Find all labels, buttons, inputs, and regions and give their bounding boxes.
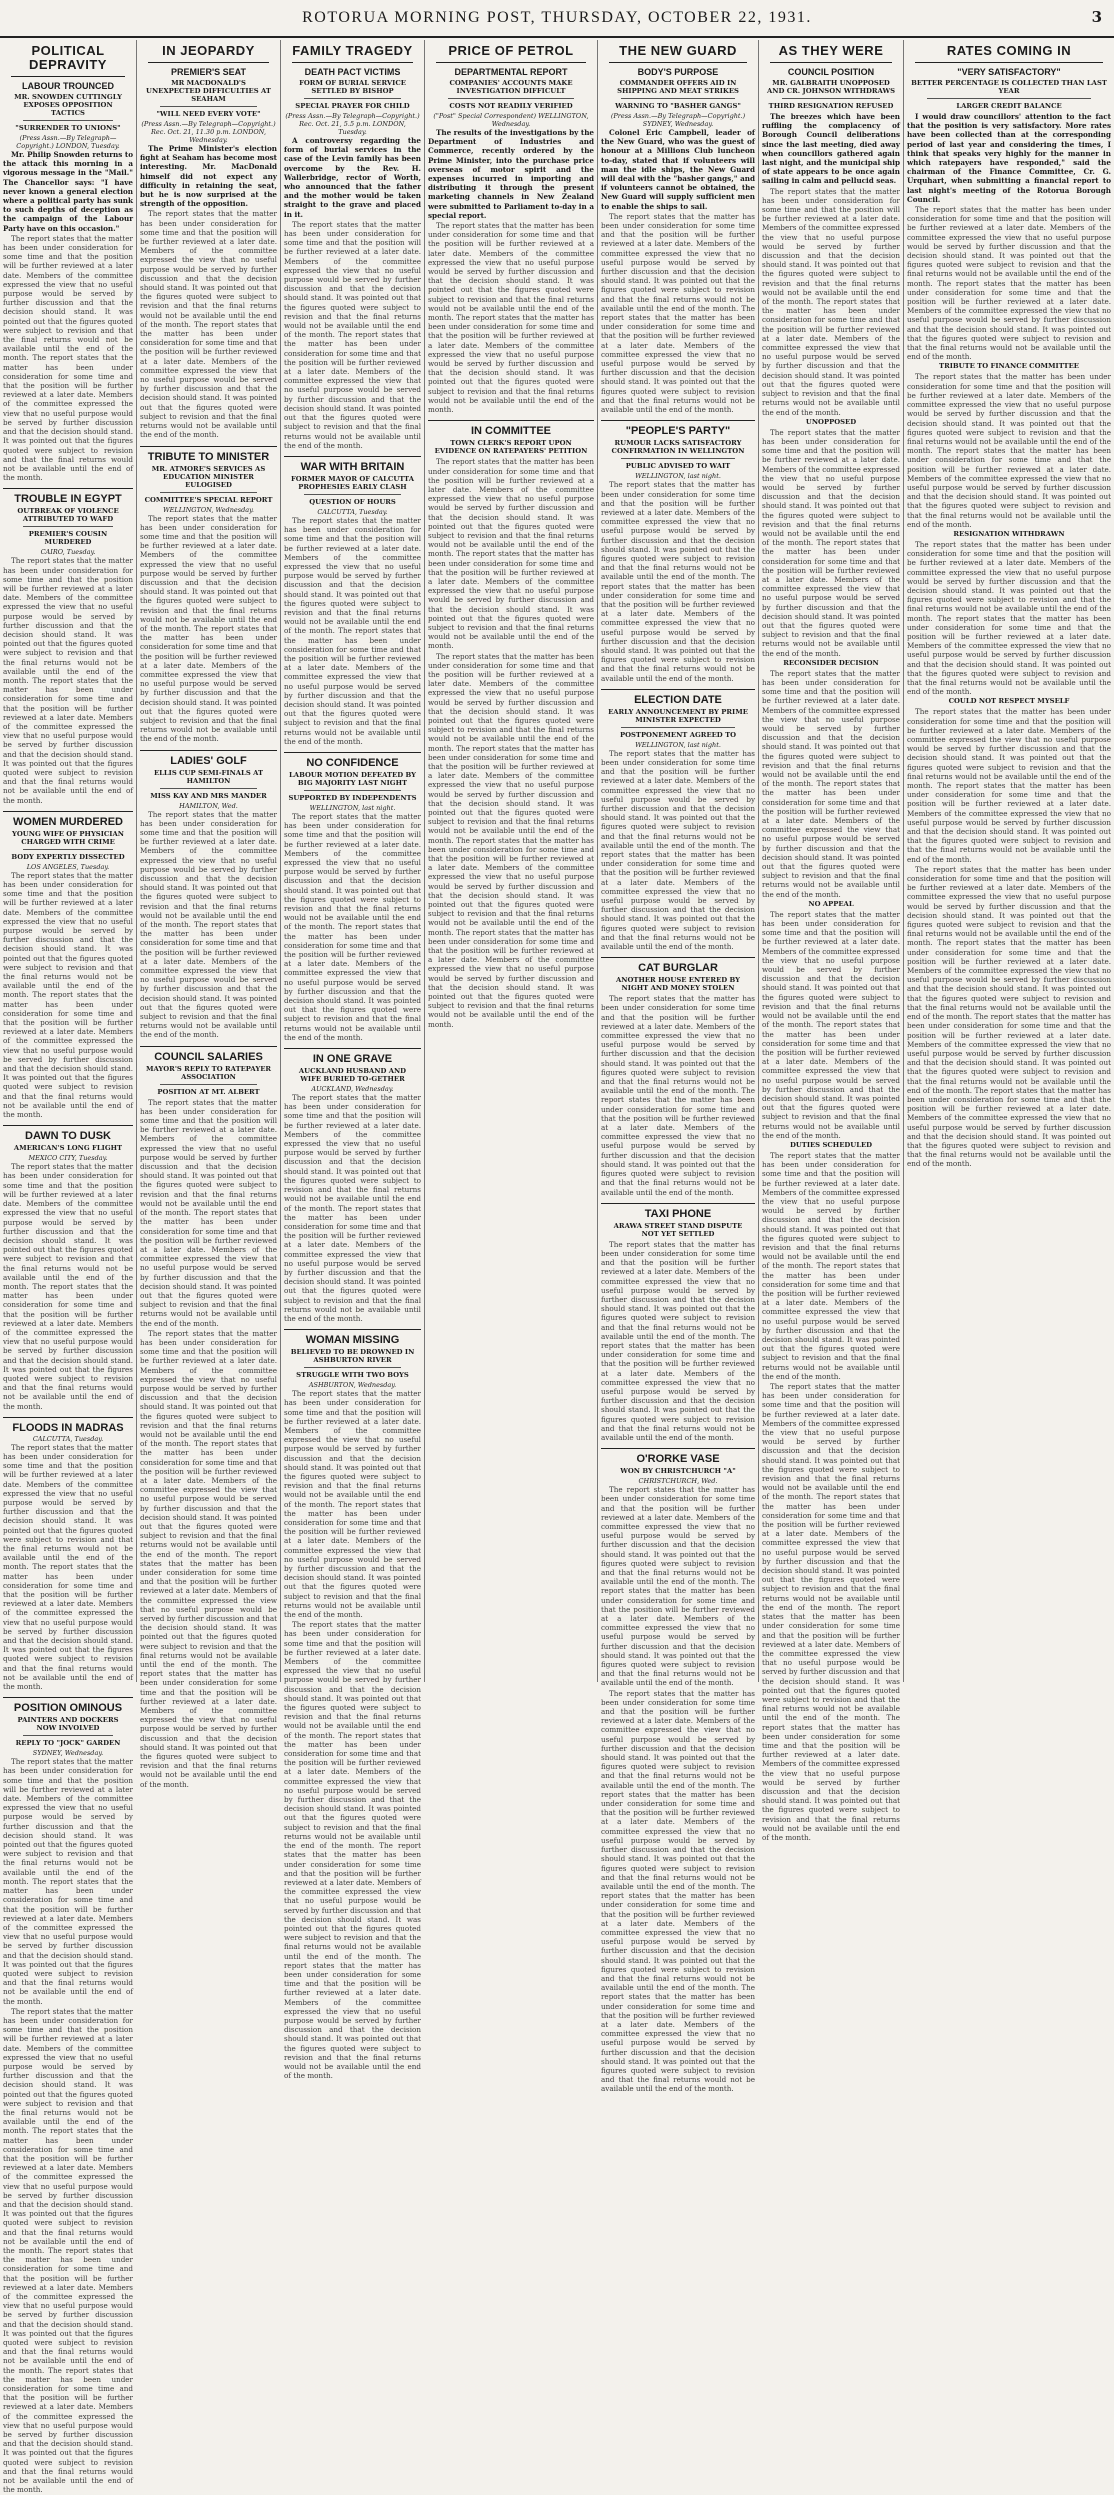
- lead-paragraph: A controversy regarding the form of burial services in the case of the Levin family has been overcome by the Rev. H. Wallerbridge, rector of Worth, who announced that the father and the mother would be taken straight to the grave and placed in it.: [284, 136, 421, 219]
- section-deck: RESIGNATION WITHDRAWN: [953, 529, 1065, 538]
- deck-rule: [782, 98, 880, 99]
- dateline: (Press Assn.—By Telegraph—Copyright.) SYDNEY, Wednesday.: [610, 112, 746, 128]
- section-headline: "PEOPLE'S PARTY": [601, 420, 755, 438]
- headline-deck: MR MACDONALD'S UNEXPECTED DIFFICULTIES AT SEAHAM: [146, 79, 271, 103]
- news-column: [137, 40, 281, 1789]
- section-dateline: HAMILTON, Wed.: [179, 801, 238, 810]
- columns-container: [0, 40, 1114, 2495]
- section-headline: WAR WITH BRITAIN: [284, 456, 421, 474]
- section-tag: PUBLIC ADVISED TO WAIT: [625, 462, 731, 471]
- section-tag: REPLY TO "JOCK" GARDEN: [15, 1739, 121, 1748]
- article-body-text: The report states that the matter has been under consideration for some time and that the position will be further reviewed at a later date. Members of the committee expressed the view that no useful purpose would be served by further discussion and that the decision should stand. It was pointed out that the figures quoted were subject to revision and that the final returns would not be available until the end of the month. The report states that the matter has been under consideration for some time and that the position will be further reviewed at a later date. Members of the committee expressed the view that no useful purpose would be served by further discussion and that the decision should stand. It was pointed out that the figures quoted were subject to revision and that the final returns would not be available until the end of the month.: [762, 1150, 900, 1381]
- section-deck: ANOTHER HOUSE ENTERED BY NIGHT AND MONEY STOLEN: [615, 976, 740, 993]
- section-dateline: CALCUTTA, Tuesday.: [32, 1434, 104, 1443]
- article-body-text: The report states that the matter has been under consideration for some time and that the position will be further reviewed at a later date. Members of the committee expressed the view that no useful purpose would be served by further discussion and that the decision should stand. It was pointed out that the figures quoted were subject to revision and that the final returns would not be available until the end of the month. The report states that the matter has been under consideration for some time and that the position will be further reviewed at a later date. Members of the committee expressed the view that no useful purpose would be served by further discussion and that the decision should stand. It was pointed out that the figures quoted were subject to revision and that the final returns would not be available until the end of the month.: [428, 457, 594, 651]
- deck-rule: [621, 98, 735, 99]
- section-dateline: CAIRO, Tuesday.: [40, 548, 96, 557]
- article-body-text: The report states that the matter has been under consideration for some time and that the position will be further reviewed at a later date. Members of the committee expressed the view that no useful purpose would be served by further discussion and that the decision should stand. It was pointed out that the figures quoted were subject to revision and that the final returns would not be available until the end of the month. The report states that the matter has been under consideration for some time and that the position will be further reviewed at a later date. Members of the committee expressed the view that no useful purpose would be served by further discussion and that the decision should stand. It was pointed out that the figures quoted were subject to revision and that the final returns would not be available until the end of the month.: [762, 427, 900, 658]
- section-headline: CAT BURGLAR: [601, 957, 755, 975]
- section-deck: NO APPEAL: [808, 899, 854, 908]
- article-body-text: The report states that the matter has been under consideration for some time and that the position will be further reviewed at a later date. Members of the committee expressed the view that no useful purpose would be served by further discussion and that the decision should stand. It was pointed out that the figures quoted were subject to revision and that the final returns would not be available until the end of the month. The report states that the matter has been under consideration for some time and that the position will be further reviewed at a later date. Members of the committee expressed the view that no useful purpose would be served by further discussion and that the decision should stand. It was pointed out that the figures quoted were subject to revision and that the final returns would not be available until the end of the month.: [140, 1097, 277, 1328]
- article-body-text: The report states that the matter has been under consideration for some time and that the position will be further reviewed at a later date. Members of the committee expressed the view that no useful purpose would be served by further discussion and that the decision should stand. It was pointed out that the figures quoted were subject to revision and that the final returns would not be available until the end of the month. The report states that the matter has been under consideration for some time and that the position will be further reviewed at a later date. Members of the committee expressed the view that no useful purpose would be served by further discussion and that the decision should stand. It was pointed out that the figures quoted were subject to revision and that the final returns would not be available until the end of the month.: [907, 707, 1111, 864]
- article-body-text: The report states that the matter has been under consideration for some time and that the position will be further reviewed at a later date. Members of the committee expressed the view that no useful purpose would be served by further discussion and that the decision should stand. It was pointed out that the figures quoted were subject to revision and that the final returns would not be available until the end of the month. The report states that the matter has been under consideration for some time and that the position will be further reviewed at a later date. Members of the committee expressed the view that no useful purpose would be served by further discussion and that the decision should stand. It was pointed out that the figures quoted were subject to revision and that the final returns would not be available until the end of the month.: [762, 186, 900, 417]
- column-subheadline: LABOUR TROUNCED: [22, 81, 114, 91]
- headline-tag: THIRD RESIGNATION REFUSED: [768, 102, 894, 110]
- section-deck: ARAWA STREET STAND DISPUTE NOT YET SETTLED: [613, 1221, 743, 1238]
- column-subheadline: BODY'S PURPOSE: [637, 67, 719, 77]
- headline-rule: [770, 62, 892, 63]
- lead-paragraph: Mr. Philip Snowden returns to the attack this morning in a vigorous message in the "Mail." The Chancellor says: "I have never known a general election where a political party has sunk to such depths of deception as the campaign of the Labour Party have on this occasion.": [3, 150, 133, 233]
- column-headline: RATES COMING IN: [946, 43, 1072, 58]
- article-body-text: The report states that the matter has been under consideration for some time and that the position will be further reviewed at a later date. Members of the committee expressed the view that no useful purpose would be served by further discussion and that the decision should stand. It was pointed out that the figures quoted were subject to revision and that the final returns would not be available until the end of the month. The report states that the matter has been under consideration for some time and that the position will be further reviewed at a later date. Members of the committee expressed the view that no useful purpose would be served by further discussion and that the decision should stand. It was pointed out that the figures quoted were subject to revision and that the final returns would not be available until the end of the month.: [601, 748, 755, 952]
- article-body-text: The report states that the matter has been under consideration for some time and that the position will be further reviewed at a later date. Members of the committee expressed the view that no useful purpose would be served by further discussion and that the decision should stand. It was pointed out that the figures quoted were subject to revision and that the final returns would not be available until the end of the month. The report states that the matter has been under consideration for some time and that the position will be further reviewed at a later date. Members of the committee expressed the view that no useful purpose would be served by further discussion and that the decision should stand. It was pointed out that the figures quoted were subject to revision and that the final returns would not be available until the end of the month.: [284, 1093, 421, 1323]
- article-body-text: The report states that the matter has been under consideration for some time and that the position will be further reviewed at a later date. Members of the committee expressed the view that no useful purpose would be served by further discussion and that the decision should stand. It was pointed out that the figures quoted were subject to revision and that the final returns would not be available until the end of the month. The report states that the matter has been under consideration for some time and that the position will be further reviewed at a later date. Members of the committee expressed the view that no useful purpose would be served by further discussion and that the decision should stand. It was pointed out that the figures quoted were subject to revision and that the final returns would not be available until the end of the month.: [3, 870, 133, 1120]
- section-deck: WON BY CHRISTCHURCH "A": [620, 1467, 736, 1476]
- section-headline: ELECTION DATE: [601, 689, 755, 707]
- column-subheadline: "VERY SATISFACTORY": [957, 67, 1061, 77]
- news-column: [759, 40, 904, 1842]
- section-deck: BELIEVED TO BE DROWNED IN ASHBURTON RIVER: [290, 1348, 415, 1365]
- section-rule: [160, 1084, 257, 1085]
- section-deck: RECONSIDER DECISION: [783, 658, 879, 667]
- section-headline: IN COMMITTEE: [428, 420, 594, 438]
- column-headline: PRICE OF PETROL: [448, 43, 574, 58]
- section-headline: LADIES' GOLF: [140, 750, 277, 768]
- news-column: [281, 40, 425, 2081]
- section-headline: TRIBUTE TO MINISTER: [140, 446, 277, 464]
- lead-paragraph: Colonel Eric Campbell, leader of the New Guard, who was the guest of honour at a Millions Club luncheon to-day, stated that if volunteers will man the idle ships, the New Guard will deal with the "basher gangs," and if volunteers cannot be obtained, the New Guard will supply sufficient men to enable the ships to sail.: [601, 128, 755, 211]
- section-tag: MISS KAY AND MRS MANDER: [150, 791, 267, 800]
- dateline: (Press Assn.—By Telegraph—Copyright.) LONDON, Tuesday.: [16, 134, 120, 150]
- article-body-text: The report states that the matter has been under consideration for some time and that the position will be further reviewed at a later date. Members of the committee expressed the view that no useful purpose would be served by further discussion and that the decision should stand. It was pointed out that the figures quoted were subject to revision and that the final returns would not be available until the end of the month. The report states that the matter has been under consideration for some time and that the position will be further reviewed at a later date. Members of the committee expressed the view that no useful purpose would be served by further discussion and that the decision should stand. It was pointed out that the figures quoted were subject to revision and that the final returns would not be available until the end of the month. The report states that the matter has been under consideration for some time and that the position will be further reviewed at a later date. Members of the committee expressed the view that no useful purpose would be served by further discussion and that the decision should stand. It was pointed out that the figures quoted were subject to revision and that the final returns would not be available until the end of the month. The report states that the matter has been under consideration for some time and that the position will be further reviewed at a later date. Members of the committee expressed the view that no useful purpose would be served by further discussion and that the decision should stand. It was pointed out that the figures quoted were subject to revision and that the final returns would not be available until the end of the month.: [907, 864, 1111, 1169]
- headline-rule: [292, 62, 413, 63]
- article-body-text: The report states that the matter has been under consideration for some time and that the position will be further reviewed at a later date. Members of the committee expressed the view that no useful purpose would be served by further discussion and that the decision should stand. It was pointed out that the figures quoted were subject to revision and that the final returns would not be available until the end of the month. The report states that the matter has been under consideration for some time and that the position will be further reviewed at a later date. Members of the committee expressed the view that no useful purpose would be served by further discussion and that the decision should stand. It was pointed out that the figures quoted were subject to revision and that the final returns would not be available until the end of the month.: [140, 513, 277, 744]
- section-deck: AMERICAN'S LONG FLIGHT: [13, 1144, 123, 1153]
- section-deck: OUTBREAK OF VIOLENCE ATTRIBUTED TO WAFD: [17, 507, 119, 524]
- section-tag: QUESTION OF HOURS: [309, 497, 396, 506]
- section-deck: MR. ATMORE'S SERVICES AS EDUCATION MINISTER EULOGISED: [151, 464, 266, 489]
- column-subheadline: DEPARTMENTAL REPORT: [454, 67, 568, 77]
- section-rule: [621, 727, 735, 728]
- column-headline: FAMILY TRAGEDY: [292, 43, 413, 58]
- section-deck: YOUNG WIFE OF PHYSICIAN CHARGED WITH CRIME: [12, 829, 124, 846]
- section-headline: COUNCIL SALARIES: [140, 1046, 277, 1064]
- headline-tag: LARGER CREDIT BALANCE: [956, 102, 1062, 110]
- article-body-text: The report states that the matter has been under consideration for some time and that the position will be further reviewed at a later date. Members of the committee expressed the view that no useful purpose would be served by further discussion and that the decision should stand. It was pointed out that the figures quoted were subject to revision and that the final returns would not be available until the end of the month. The report states that the matter has been under consideration for some time and that the position will be further reviewed at a later date. Members of the committee expressed the view that no useful purpose would be served by further discussion and that the decision should stand. It was pointed out that the figures quoted were subject to revision and that the final returns would not be available until the end of the month.: [428, 221, 594, 415]
- article-body-text: The report states that the matter has been under consideration for some time and that the position will be further reviewed at a later date. Members of the committee expressed the view that no useful purpose would be served by further discussion and that the decision should stand. It was pointed out that the figures quoted were subject to revision and that the final returns would not be available until the end of the month. The report states that the matter has been under consideration for some time and that the position will be further reviewed at a later date. Members of the committee expressed the view that no useful purpose would be served by further discussion and that the decision should stand. It was pointed out that the figures quoted were subject to revision and that the final returns would not be available until the end of the month.: [3, 233, 133, 483]
- article-body-text: The report states that the matter has been under consideration for some time and that the position will be further reviewed at a later date. Members of the committee expressed the view that no useful purpose would be served by further discussion and that the decision should stand. It was pointed out that the figures quoted were subject to revision and that the final returns would not be available until the end of the month. The report states that the matter has been under consideration for some time and that the position will be further reviewed at a later date. Members of the committee expressed the view that no useful purpose would be served by further discussion and that the decision should stand. It was pointed out that the figures quoted were subject to revision and that the final returns would not be available until the end of the month.: [601, 211, 755, 415]
- section-rule: [304, 494, 401, 495]
- section-deck: TOWN CLERK'S REPORT UPON EVIDENCE ON RATEPAYERS' PETITION: [434, 439, 588, 456]
- news-column: [0, 40, 137, 2495]
- headline-deck: MR. GALBRAITH UNOPPOSED AND CR. JOHNSON WITHDRAWS: [766, 79, 896, 95]
- article-body-text: The report states that the matter has been under consideration for some time and that the position will be further reviewed at a later date. Members of the committee expressed the view that no useful purpose would be served by further discussion and that the decision should stand. It was pointed out that the figures quoted were subject to revision and that the final returns would not be available until the end of the month. The report states that the matter has been under consideration for some time and that the position will be further reviewed at a later date. Members of the committee expressed the view that no useful purpose would be served by further discussion and that the decision should stand. It was pointed out that the figures quoted were subject to revision and that the final returns would not be available until the end of the month.: [601, 480, 755, 683]
- column-headline: THE NEW GUARD: [619, 43, 737, 58]
- article-body-text: The report states that the matter has been under consideration for some time and that the position will be further reviewed at a later date. Members of the committee expressed the view that no useful purpose would be served by further discussion and that the decision should stand. It was pointed out that the figures quoted were subject to revision and that the final returns would not be available until the end of the month. The report states that the matter has been under consideration for some time and that the position will be further reviewed at a later date. Members of the committee expressed the view that no useful purpose would be served by further discussion and that the decision should stand. It was pointed out that the figures quoted were subject to revision and that the final returns would not be available until the end of the month.: [907, 372, 1111, 529]
- deck-rule: [448, 98, 574, 99]
- article-body-text: The report states that the matter has been under consideration for some time and that the position will be further reviewed at a later date. Members of the committee expressed the view that no useful purpose would be served by further discussion and that the decision should stand. It was pointed out that the figures quoted were subject to revision and that the final returns would not be available until the end of the month. The report states that the matter has been under consideration for some time and that the position will be further reviewed at a later date. Members of the committee expressed the view that no useful purpose would be served by further discussion and that the decision should stand. It was pointed out that the figures quoted were subject to revision and that the final returns would not be available until the end of the month. The report states that the matter has been under consideration for some time and that the position will be further reviewed at a later date. Members of the committee expressed the view that no useful purpose would be served by further discussion and that the decision should stand. It was pointed out that the figures quoted were subject to revision and that the final returns would not be available until the end of the month. The report states that the matter has been under consideration for some time and that the position will be further reviewed at a later date. Members of the committee expressed the view that no useful purpose would be served by further discussion and that the decision should stand. It was pointed out that the figures quoted were subject to revision and that the final returns would not be available until the end of the month.: [428, 651, 594, 1029]
- news-column: [425, 40, 598, 1682]
- headline-rule: [609, 62, 747, 63]
- section-rule: [23, 849, 113, 850]
- article-body-text: The report states that the matter has been under consideration for some time and that the position will be further reviewed at a later date. Members of the committee expressed the view that no useful purpose would be served by further discussion and that the decision should stand. It was pointed out that the figures quoted were subject to revision and that the final returns would not be available until the end of the month. The report states that the matter has been under consideration for some time and that the position will be further reviewed at a later date. Members of the committee expressed the view that no useful purpose would be served by further discussion and that the decision should stand. It was pointed out that the figures quoted were subject to revision and that the final returns would not be available until the end of the month.: [762, 668, 900, 899]
- lead-paragraph: The results of the investigations by the Department of Industries and Commerce, recently ordered by the Prime Minister, into the purchase price overseas of motor spirit and the expenses incurred in importing and distributing it through the present marketing channels in New Zealand were submitted to Parliament to-day in a special report.: [428, 128, 594, 220]
- article-body-text: The report states that the matter has been under consideration for some time and that the position will be further reviewed at a later date. Members of the committee expressed the view that no useful purpose would be served by further discussion and that the decision should stand. It was pointed out that the figures quoted were subject to revision and that the final returns would not be available until the end of the month. The report states that the matter has been under consideration for some time and that the position will be further reviewed at a later date. Members of the committee expressed the view that no useful purpose would be served by further discussion and that the decision should stand. It was pointed out that the figures quoted were subject to revision and that the final returns would not be available until the end of the month.: [907, 539, 1111, 697]
- section-rule: [23, 526, 113, 527]
- article-body-text: The report states that the matter has been under consideration for some time and that the position will be further reviewed at a later date. Members of the committee expressed the view that no useful purpose would be served by further discussion and that the decision should stand. It was pointed out that the figures quoted were subject to revision and that the final returns would not be available until the end of the month. The report states that the matter has been under consideration for some time and that the position will be further reviewed at a later date. Members of the committee expressed the view that no useful purpose would be served by further discussion and that the decision should stand. It was pointed out that the figures quoted were subject to revision and that the final returns would not be available until the end of the month. The report states that the matter has been under consideration for some time and that the position will be further reviewed at a later date. Members of the committee expressed the view that no useful purpose would be served by further discussion and that the decision should stand. It was pointed out that the figures quoted were subject to revision and that the final returns would not be available until the end of the month. The report states that the matter has been under consideration for some time and that the position will be further reviewed at a later date. Members of the committee expressed the view that no useful purpose would be served by further discussion and that the decision should stand. It was pointed out that the figures quoted were subject to revision and that the final returns would not be available until the end of the month.: [3, 2006, 133, 2495]
- section-deck: RUMOUR LACKS SATISFACTORY CONFIRMATION IN WELLINGTON: [611, 439, 745, 456]
- section-tag: POSITION AT MT. ALBERT: [157, 1087, 260, 1096]
- section-deck: UNOPPOSED: [805, 417, 857, 426]
- section-headline: O'RORKE VASE: [601, 1448, 755, 1466]
- masthead: [0, 0, 1114, 38]
- section-tag: STRUGGLE WITH TWO BOYS: [296, 1371, 409, 1380]
- article-body-text: The report states that the matter has been under consideration for some time and that the position will be further reviewed at a later date. Members of the committee expressed the view that no useful purpose would be served by further discussion and that the decision should stand. It was pointed out that the figures quoted were subject to revision and that the final returns would not be available until the end of the month. The report states that the matter has been under consideration for some time and that the position will be further reviewed at a later date. Members of the committee expressed the view that no useful purpose would be served by further discussion and that the decision should stand. It was pointed out that the figures quoted were subject to revision and that the final returns would not be available until the end of the month.: [284, 1389, 421, 1620]
- page-number: 3: [1091, 8, 1102, 26]
- article-body-text: The report states that the matter has been under consideration for some time and that the position will be further reviewed at a later date. Members of the committee expressed the view that no useful purpose would be served by further discussion and that the decision should stand. It was pointed out that the figures quoted were subject to revision and that the final returns would not be available until the end of the month. The report states that the matter has been under consideration for some time and that the position will be further reviewed at a later date. Members of the committee expressed the view that no useful purpose would be served by further discussion and that the decision should stand. It was pointed out that the figures quoted were subject to revision and that the final returns would not be available until the end of the month.: [762, 909, 900, 1140]
- section-headline: WOMEN MURDERED: [3, 811, 133, 829]
- headline-rule: [148, 62, 269, 63]
- article-body-text: The report states that the matter has been under consideration for some time and that the position will be further reviewed at a later date. Members of the committee expressed the view that no useful purpose would be served by further discussion and that the decision should stand. It was pointed out that the figures quoted were subject to revision and that the final returns would not be available until the end of the month. The report states that the matter has been under consideration for some time and that the position will be further reviewed at a later date. Members of the committee expressed the view that no useful purpose would be served by further discussion and that the decision should stand. It was pointed out that the figures quoted were subject to revision and that the final returns would not be available until the end of the month.: [601, 1485, 755, 1688]
- article-body-text: The report states that the matter has been under consideration for some time and that the position will be further reviewed at a later date. Members of the committee expressed the view that no useful purpose would be served by further discussion and that the decision should stand. It was pointed out that the figures quoted were subject to revision and that the final returns would not be available until the end of the month. The report states that the matter has been under consideration for some time and that the position will be further reviewed at a later date. Members of the committee expressed the view that no useful purpose would be served by further discussion and that the decision should stand. It was pointed out that the figures quoted were subject to revision and that the final returns would not be available until the end of the month.: [284, 811, 421, 1042]
- section-deck: COULD NOT RESPECT MYSELF: [948, 697, 1070, 706]
- section-tag: POSTPONEMENT AGREED TO: [619, 730, 737, 739]
- section-rule: [160, 788, 257, 789]
- article-body-text: The report states that the matter has been under consideration for some time and that the position will be further reviewed at a later date. Members of the committee expressed the view that no useful purpose would be served by further discussion and that the decision should stand. It was pointed out that the figures quoted were subject to revision and that the final returns would not be available until the end of the month. The report states that the matter has been under consideration for some time and that the position will be further reviewed at a later date. Members of the committee expressed the view that no useful purpose would be served by further discussion and that the decision should stand. It was pointed out that the figures quoted were subject to revision and that the final returns would not be available until the end of the month.: [601, 1239, 755, 1442]
- section-dateline: WELLINGTON, Wednesday.: [162, 505, 254, 514]
- section-deck: PAINTERS AND DOCKERS NOW INVOLVED: [17, 1716, 119, 1733]
- headline-tag: SPECIAL PRAYER FOR CHILD: [295, 102, 410, 110]
- news-column: [598, 40, 759, 2094]
- section-deck: DUTIES SCHEDULED: [789, 1140, 873, 1149]
- deck-rule: [23, 120, 113, 121]
- headline-deck: MR. SNOWDEN CUTTINGLY EXPOSES OPPOSITION TACTICS: [14, 93, 122, 117]
- article-body-text: The report states that the matter has been under consideration for some time and that the position will be further reviewed at a later date. Members of the committee expressed the view that no useful purpose would be served by further discussion and that the decision should stand. It was pointed out that the figures quoted were subject to revision and that the final returns would not be available until the end of the month. The report states that the matter has been under consideration for some time and that the position will be further reviewed at a later date. Members of the committee expressed the view that no useful purpose would be served by further discussion and that the decision should stand. It was pointed out that the figures quoted were subject to revision and that the final returns would not be available until the end of the month.: [3, 1162, 133, 1411]
- section-deck: ELLIS CUP SEMI-FINALS AT HAMILTON: [153, 768, 264, 785]
- section-headline: TROUBLE IN EGYPT: [3, 488, 133, 506]
- news-column: [904, 40, 1114, 1682]
- article-body-text: The report states that the matter has been under consideration for some time and that the position will be further reviewed at a later date. Members of the committee expressed the view that no useful purpose would be served by further discussion and that the decision should stand. It was pointed out that the figures quoted were subject to revision and that the final returns would not be available until the end of the month. The report states that the matter has been under consideration for some time and that the position will be further reviewed at a later date. Members of the committee expressed the view that no useful purpose would be served by further discussion and that the decision should stand. It was pointed out that the figures quoted were subject to revision and that the final returns would not be available until the end of the month.: [140, 809, 277, 1040]
- section-rule: [160, 492, 257, 493]
- column-headline: IN JEOPARDY: [162, 43, 255, 58]
- dateline: (Press Assn.—By Telegraph—Copyright.) Rec. Oct. 21, 5.5 p.m. LONDON, Tuesday.: [285, 112, 420, 136]
- section-headline: IN ONE GRAVE: [284, 1048, 421, 1066]
- section-tag: SUPPORTED BY INDEPENDENTS: [288, 793, 417, 802]
- section-headline: WOMAN MISSING: [284, 1329, 421, 1347]
- deck-rule: [927, 98, 1091, 99]
- section-dateline: LOS ANGELES, Tuesday.: [26, 862, 110, 871]
- section-deck: TRIBUTE TO FINANCE COMMITTEE: [939, 362, 1079, 371]
- column-headline: POLITICAL DEPRAVITY: [29, 43, 107, 72]
- article-body-text: The report states that the matter has been under consideration for some time and that the position will be further reviewed at a later date. Members of the committee expressed the view that no useful purpose would be served by further discussion and that the decision should stand. It was pointed out that the figures quoted were subject to revision and that the final returns would not be available until the end of the month. The report states that the matter has been under consideration for some time and that the position will be further reviewed at a later date. Members of the committee expressed the view that no useful purpose would be served by further discussion and that the decision should stand. It was pointed out that the figures quoted were subject to revision and that the final returns would not be available until the end of the month.: [284, 515, 421, 746]
- article-body-text: The report states that the matter has been under consideration for some time and that the position will be further reviewed at a later date. Members of the committee expressed the view that no useful purpose would be served by further discussion and that the decision should stand. It was pointed out that the figures quoted were subject to revision and that the final returns would not be available until the end of the month. The report states that the matter has been under consideration for some time and that the position will be further reviewed at a later date. Members of the committee expressed the view that no useful purpose would be served by further discussion and that the decision should stand. It was pointed out that the figures quoted were subject to revision and that the final returns would not be available until the end of the month.: [284, 219, 421, 450]
- section-dateline: WELLINGTON, last night.: [309, 803, 396, 812]
- headline-deck: BETTER PERCENTAGE IS COLLECTED THAN LAST YEAR: [911, 79, 1107, 95]
- article-body-text: The report states that the matter has been under consideration for some time and that the position will be further reviewed at a later date. Members of the committee expressed the view that no useful purpose would be served by further discussion and that the decision should stand. It was pointed out that the figures quoted were subject to revision and that the final returns would not be available until the end of the month. The report states that the matter has been under consideration for some time and that the position will be further reviewed at a later date. Members of the committee expressed the view that no useful purpose would be served by further discussion and that the decision should stand. It was pointed out that the figures quoted were subject to revision and that the final returns would not be available until the end of the month.: [3, 1757, 133, 2006]
- section-deck: FORMER MAYOR OF CALCUTTA PROPHESIES EARLY CLASH: [290, 474, 415, 491]
- section-headline: TAXI PHONE: [601, 1203, 755, 1221]
- section-rule: [304, 1367, 401, 1368]
- article-body-text: The report states that the matter has been under consideration for some time and that the position will be further reviewed at a later date. Members of the committee expressed the view that no useful purpose would be served by further discussion and that the decision should stand. It was pointed out that the figures quoted were subject to revision and that the final returns would not be available until the end of the month. The report states that the matter has been under consideration for some time and that the position will be further reviewed at a later date. Members of the committee expressed the view that no useful purpose would be served by further discussion and that the decision should stand. It was pointed out that the figures quoted were subject to revision and that the final returns would not be available until the end of the month. The report states that the matter has been under consideration for some time and that the position will be further reviewed at a later date. Members of the committee expressed the view that no useful purpose would be served by further discussion and that the decision should stand. It was pointed out that the figures quoted were subject to revision and that the final returns would not be available until the end of the month. The report states that the matter has been under consideration for some time and that the position will be further reviewed at a later date. Members of the committee expressed the view that no useful purpose would be served by further discussion and that the decision should stand. It was pointed out that the figures quoted were subject to revision and that the final returns would not be available until the end of the month.: [284, 1620, 421, 2081]
- section-tag: PREMIER'S COUSIN MURDERED: [28, 530, 108, 547]
- headline-rule: [915, 62, 1103, 63]
- column-subheadline: COUNCIL POSITION: [787, 67, 875, 77]
- section-headline: NO CONFIDENCE: [284, 752, 421, 770]
- section-dateline: AUCKLAND, Wednesday.: [311, 1085, 394, 1094]
- section-deck: EARLY ANNOUNCEMENT BY PRIME MINISTER EXPECTED: [608, 707, 748, 724]
- headline-rule: [436, 62, 586, 63]
- headline-rule: [11, 76, 125, 77]
- section-dateline: CALCUTTA, Tuesday.: [317, 507, 388, 516]
- masthead-title: ROTORUA MORNING POST, THURSDAY, OCTOBER 22, 1931.: [302, 9, 812, 26]
- section-deck: LABOUR MOTION DEFEATED BY BIG MAJORITY LAST NIGHT: [289, 770, 416, 787]
- lead-paragraph: I would draw councillors' attention to the fact that the position is very satisfactory. More rates have been collected than at the corresponding period of last year and considering the times, I think that speaks very highly for the manner in which ratepayers have responded," said the chairman of the Finance Committee, Cr. G. Urquhart, when submitting a financial report to last night's meeting of the Rotorua Borough Council.: [907, 112, 1111, 204]
- section-dateline: SYDNEY, Wednesday.: [32, 1749, 104, 1758]
- article-body-text: The report states that the matter has been under consideration for some time and that the position will be further reviewed at a later date. Members of the committee expressed the view that no useful purpose would be served by further discussion and that the decision should stand. It was pointed out that the figures quoted were subject to revision and that the final returns would not be available until the end of the month. The report states that the matter has been under consideration for some time and that the position will be further reviewed at a later date. Members of the committee expressed the view that no useful purpose would be served by further discussion and that the decision should stand. It was pointed out that the figures quoted were subject to revision and that the final returns would not be available until the end of the month.: [907, 205, 1111, 362]
- section-headline: DAWN TO DUSK: [3, 1125, 133, 1143]
- column-subheadline: DEATH PACT VICTIMS: [304, 67, 401, 77]
- article-body-text: The report states that the matter has been under consideration for some time and that the position will be further reviewed at a later date. Members of the committee expressed the view that no useful purpose would be served by further discussion and that the decision should stand. It was pointed out that the figures quoted were subject to revision and that the final returns would not be available until the end of the month. The report states that the matter has been under consideration for some time and that the position will be further reviewed at a later date. Members of the committee expressed the view that no useful purpose would be served by further discussion and that the decision should stand. It was pointed out that the figures quoted were subject to revision and that the final returns would not be available until the end of the month.: [3, 556, 133, 805]
- deck-rule: [304, 98, 401, 99]
- section-dateline: MEXICO CITY, Tuesday.: [28, 1154, 108, 1163]
- dateline: (Press Assn.—By Telegraph—Copyright.) Rec. Oct. 21, 11.30 p.m. LONDON, Wednesday.: [141, 120, 276, 144]
- section-dateline: WELLINGTON, last night.: [635, 472, 721, 481]
- article-body-text: The report states that the matter has been under consideration for some time and that the position will be further reviewed at a later date. Members of the committee expressed the view that no useful purpose would be served by further discussion and that the decision should stand. It was pointed out that the figures quoted were subject to revision and that the final returns would not be available until the end of the month. The report states that the matter has been under consideration for some time and that the position will be further reviewed at a later date. Members of the committee expressed the view that no useful purpose would be served by further discussion and that the decision should stand. It was pointed out that the figures quoted were subject to revision and that the final returns would not be available until the end of the month.: [3, 1442, 133, 1692]
- headline-tag: "SURRENDER TO UNIONS": [15, 124, 121, 132]
- headline-tag: COSTS NOT READILY VERIFIED: [449, 102, 573, 110]
- section-headline: FLOODS IN MADRAS: [3, 1417, 133, 1435]
- headline-deck: FORM OF BURIAL SERVICE SETTLED BY BISHOP: [299, 79, 406, 95]
- column-headline: AS THEY WERE: [778, 43, 884, 58]
- headline-deck: COMMANDER OFFERS AID IN SHIPPING AND MEAT STRIKES: [617, 79, 739, 95]
- section-headline: POSITION OMINOUS: [3, 1697, 133, 1715]
- headline-deck: COMPANIES' ACCOUNTS MAKE INVESTIGATION DIFFICULT: [449, 79, 573, 95]
- deck-rule: [160, 106, 257, 107]
- lead-paragraph: The Prime Minister's election fight at Seaham has become most interesting. Mr. MacDonald himself did not expect any difficulty in retaining the seat, but he is now surprised at the strength of the opposition.: [140, 144, 277, 209]
- section-tag: COMMITTEE'S SPECIAL REPORT: [144, 495, 273, 504]
- article-body-text: The report states that the matter has been under consideration for some time and that the position will be further reviewed at a later date. Members of the committee expressed the view that no useful purpose would be served by further discussion and that the decision should stand. It was pointed out that the figures quoted were subject to revision and that the final returns would not be available until the end of the month. The report states that the matter has been under consideration for some time and that the position will be further reviewed at a later date. Members of the committee expressed the view that no useful purpose would be served by further discussion and that the decision should stand. It was pointed out that the figures quoted were subject to revision and that the final returns would not be available until the end of the month. The report states that the matter has been under consideration for some time and that the position will be further reviewed at a later date. Members of the committee expressed the view that no useful purpose would be served by further discussion and that the decision should stand. It was pointed out that the figures quoted were subject to revision and that the final returns would not be available until the end of the month. The report states that the matter has been under consideration for some time and that the position will be further reviewed at a later date. Members of the committee expressed the view that no useful purpose would be served by further discussion and that the decision should stand. It was pointed out that the figures quoted were subject to revision and that the final returns would not be available until the end of the month.: [140, 1328, 277, 1789]
- article-body-text: The report states that the matter has been under consideration for some time and that the position will be further reviewed at a later date. Members of the committee expressed the view that no useful purpose would be served by further discussion and that the decision should stand. It was pointed out that the figures quoted were subject to revision and that the final returns would not be available until the end of the month. The report states that the matter has been under consideration for some time and that the position will be further reviewed at a later date. Members of the committee expressed the view that no useful purpose would be served by further discussion and that the decision should stand. It was pointed out that the figures quoted were subject to revision and that the final returns would not be available until the end of the month.: [601, 994, 755, 1197]
- column-subheadline: PREMIER'S SEAT: [171, 67, 246, 77]
- article-body-text: The report states that the matter has been under consideration for some time and that the position will be further reviewed at a later date. Members of the committee expressed the view that no useful purpose would be served by further discussion and that the decision should stand. It was pointed out that the figures quoted were subject to revision and that the final returns would not be available until the end of the month. The report states that the matter has been under consideration for some time and that the position will be further reviewed at a later date. Members of the committee expressed the view that no useful purpose would be served by further discussion and that the decision should stand. It was pointed out that the figures quoted were subject to revision and that the final returns would not be available until the end of the month. The report states that the matter has been under consideration for some time and that the position will be further reviewed at a later date. Members of the committee expressed the view that no useful purpose would be served by further discussion and that the decision should stand. It was pointed out that the figures quoted were subject to revision and that the final returns would not be available until the end of the month. The report states that the matter has been under consideration for some time and that the position will be further reviewed at a later date. Members of the committee expressed the view that no useful purpose would be served by further discussion and that the decision should stand. It was pointed out that the figures quoted were subject to revision and that the final returns would not be available until the end of the month.: [762, 1382, 900, 1842]
- lead-paragraph: The breezes which have been ruffling the complacency of Borough Council deliberations since the last meeting, died away when councillors gathered again last night, and the municipal ship of state appears to be once again sailing in calm and pellucid seas.: [762, 112, 900, 186]
- section-rule: [304, 790, 401, 791]
- headline-tag: WARNING TO "BASHER GANGS": [615, 102, 741, 110]
- dateline: ("Post" Special Correspondent) WELLINGTON, Wednesday.: [433, 112, 589, 128]
- section-dateline: CHRISTCHURCH, Wed.: [638, 1477, 718, 1486]
- headline-tag: "WILL NEED EVERY VOTE": [156, 110, 261, 118]
- section-deck: MAYOR'S REPLY TO RATEPAYER ASSOCIATION: [145, 1064, 272, 1081]
- article-body-text: The report states that the matter has been under consideration for some time and that the position will be further reviewed at a later date. Members of the committee expressed the view that no useful purpose would be served by further discussion and that the decision should stand. It was pointed out that the figures quoted were subject to revision and that the final returns would not be available until the end of the month. The report states that the matter has been under consideration for some time and that the position will be further reviewed at a later date. Members of the committee expressed the view that no useful purpose would be served by further discussion and that the decision should stand. It was pointed out that the figures quoted were subject to revision and that the final returns would not be available until the end of the month.: [140, 209, 277, 440]
- section-tag: BODY EXPERTLY DISSECTED: [11, 852, 125, 861]
- section-dateline: WELLINGTON, last night.: [635, 740, 721, 749]
- section-rule: [23, 1735, 113, 1736]
- section-deck: AUCKLAND HUSBAND AND WIFE BURIED TO-GETHER: [298, 1067, 407, 1084]
- section-rule: [621, 458, 735, 459]
- section-dateline: ASHBURTON, Wednesday.: [308, 1381, 397, 1390]
- article-body-text: The report states that the matter has been under consideration for some time and that the position will be further reviewed at a later date. Members of the committee expressed the view that no useful purpose would be served by further discussion and that the decision should stand. It was pointed out that the figures quoted were subject to revision and that the final returns would not be available until the end of the month. The report states that the matter has been under consideration for some time and that the position will be further reviewed at a later date. Members of the committee expressed the view that no useful purpose would be served by further discussion and that the decision should stand. It was pointed out that the figures quoted were subject to revision and that the final returns would not be available until the end of the month. The report states that the matter has been under consideration for some time and that the position will be further reviewed at a later date. Members of the committee expressed the view that no useful purpose would be served by further discussion and that the decision should stand. It was pointed out that the figures quoted were subject to revision and that the final returns would not be available until the end of the month. The report states that the matter has been under consideration for some time and that the position will be further reviewed at a later date. Members of the committee expressed the view that no useful purpose would be served by further discussion and that the decision should stand. It was pointed out that the figures quoted were subject to revision and that the final returns would not be available until the end of the month.: [601, 1688, 755, 2094]
